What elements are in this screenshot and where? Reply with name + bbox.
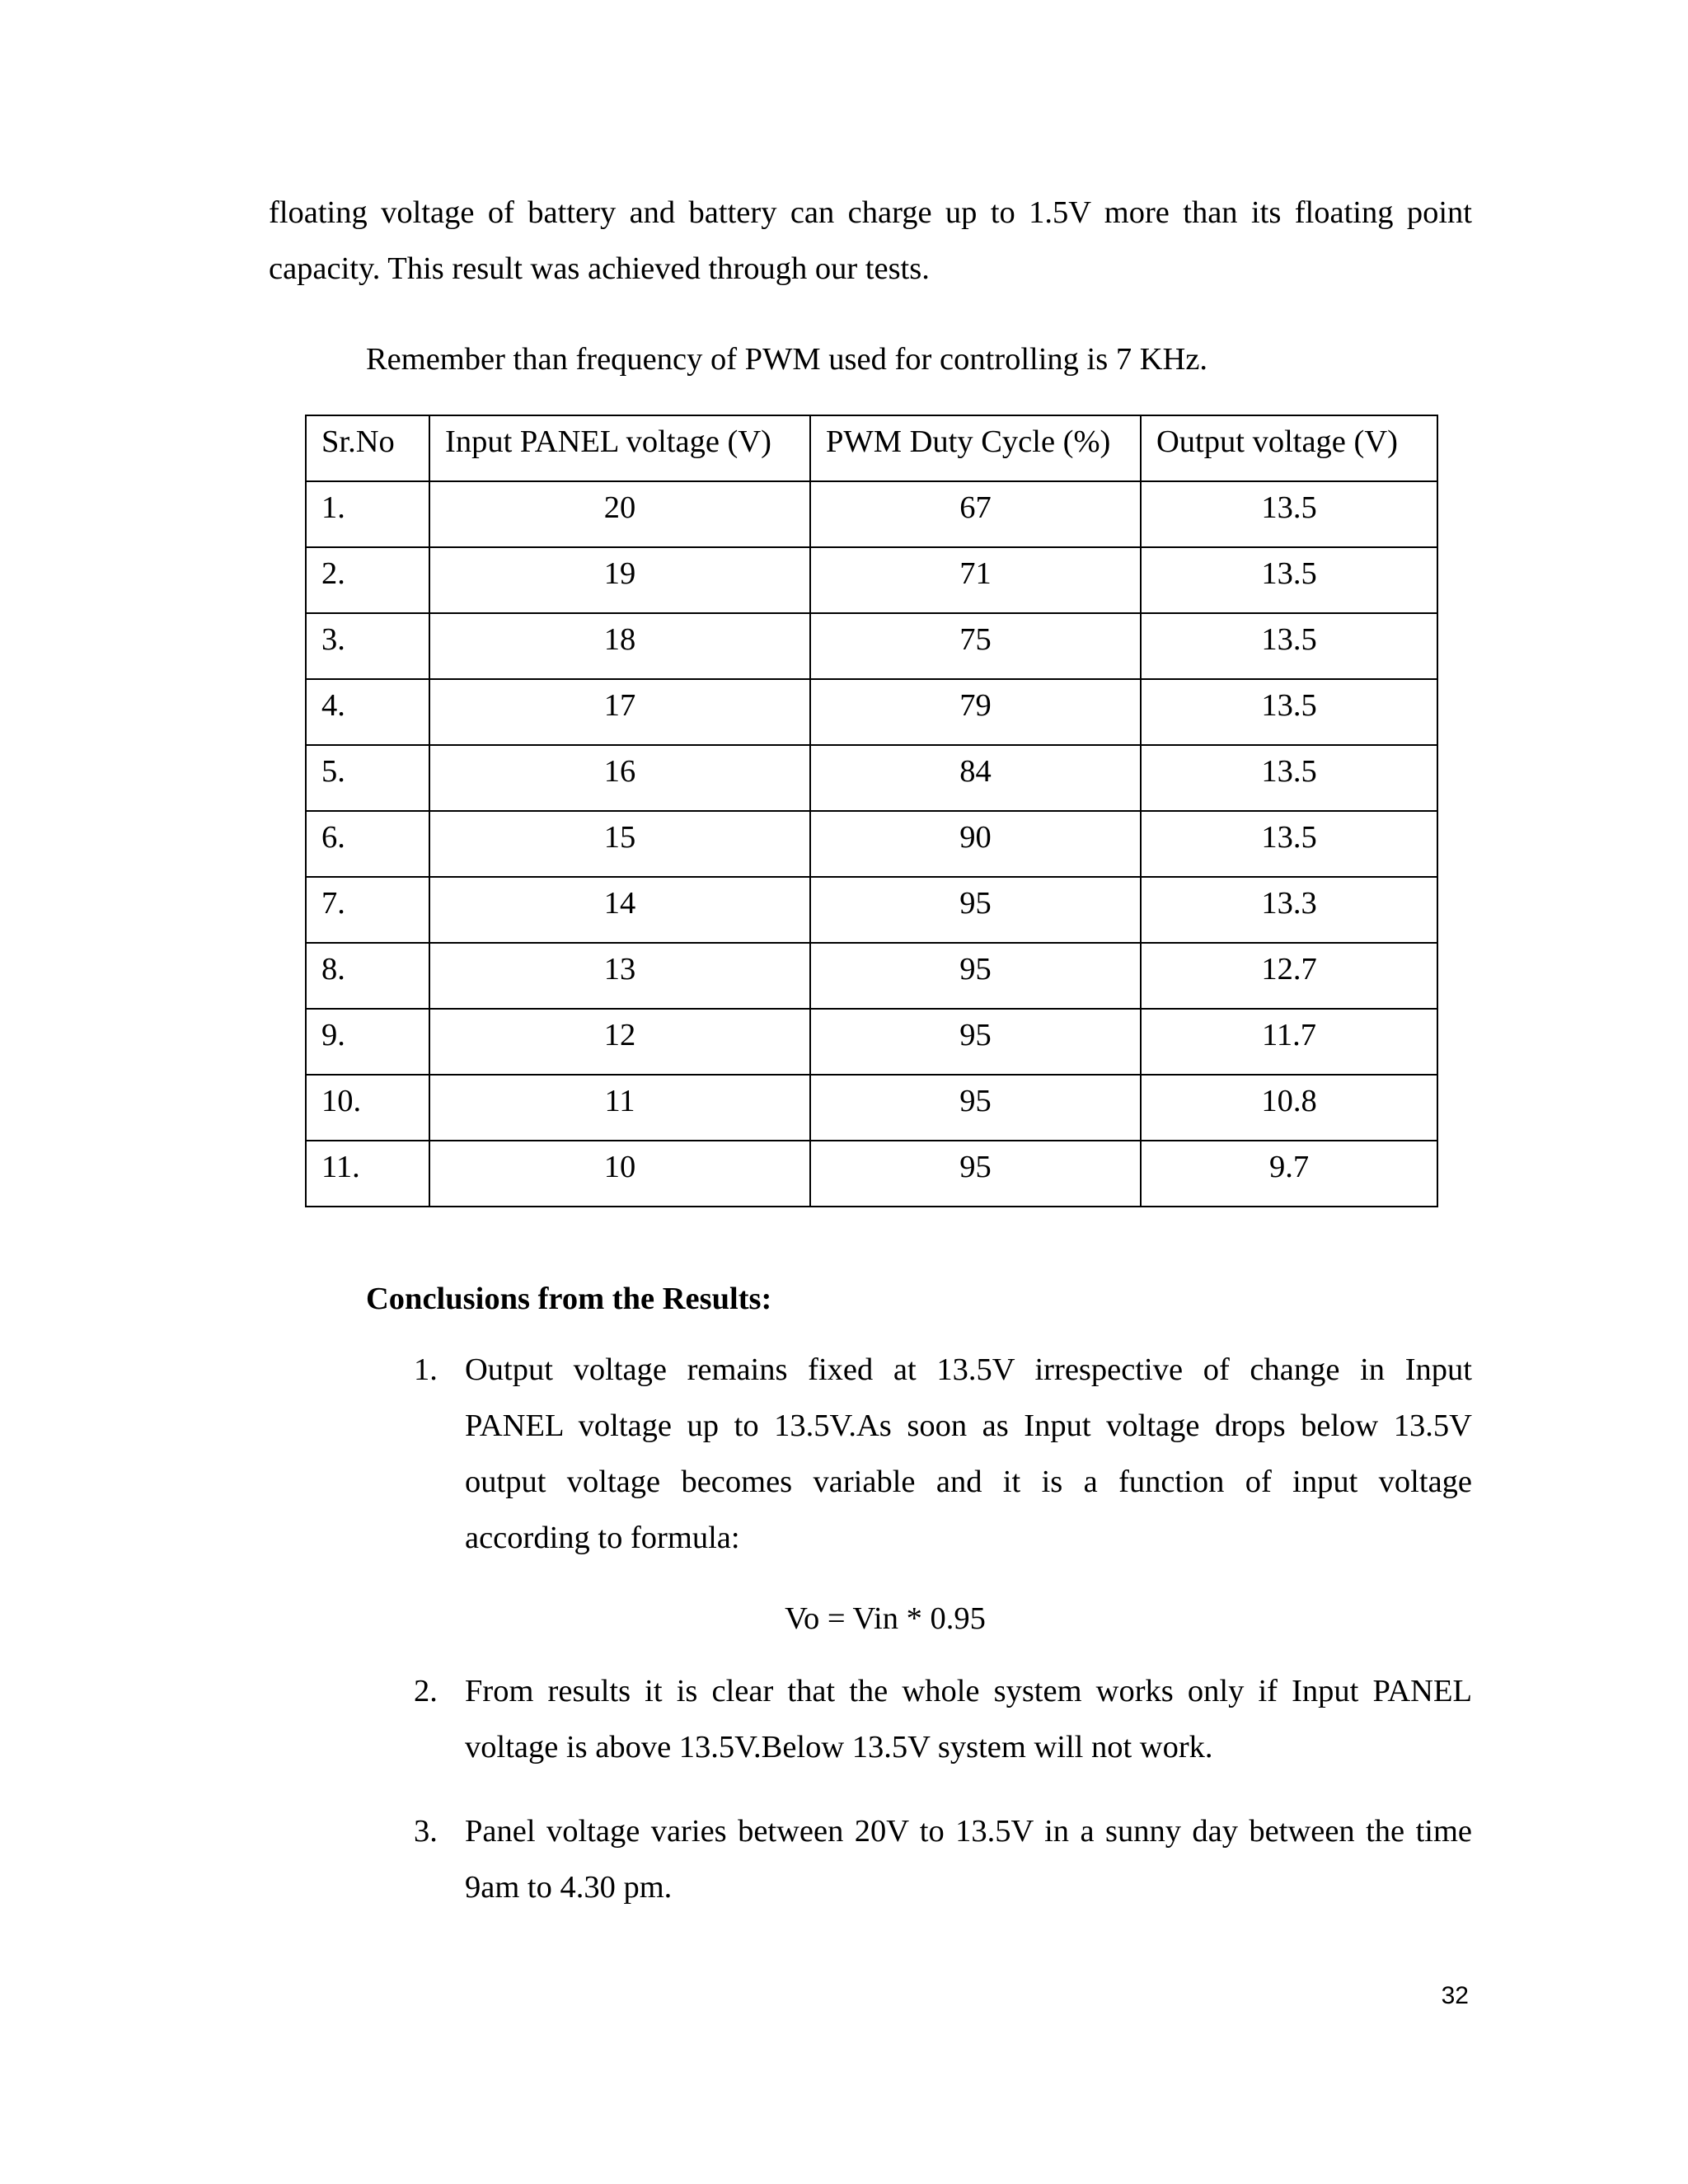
text-line: Panel voltage varies between 20V to 13.5V in a sunny day between the time [465, 1814, 1472, 1849]
cell-input-voltage: 19 [429, 547, 810, 613]
list-item-text [465, 1663, 1472, 1775]
cell-duty-cycle: 95 [810, 877, 1141, 943]
table-row [306, 547, 1437, 613]
cell-output-voltage: 11.7 [1141, 1009, 1437, 1075]
cell-output-voltage: 10.8 [1141, 1075, 1437, 1141]
cell-output-voltage: 12.7 [1141, 943, 1437, 1009]
table-row [306, 745, 1437, 811]
cell-input-voltage: 13 [429, 943, 810, 1009]
cell-sr-no: 3. [306, 613, 429, 679]
cell-duty-cycle: 67 [810, 481, 1141, 547]
table-row [306, 1009, 1437, 1075]
cell-sr-no: 8. [306, 943, 429, 1009]
cell-output-voltage: 13.5 [1141, 481, 1437, 547]
page-number: 32 [1441, 1982, 1469, 2009]
cell-input-voltage: 11 [429, 1075, 810, 1141]
cell-duty-cycle: 84 [810, 745, 1141, 811]
cell-sr-no: 4. [306, 679, 429, 745]
list-marker: 2. [414, 1674, 438, 1708]
results-table [305, 415, 1438, 1207]
table-row [306, 877, 1437, 943]
cell-input-voltage: 16 [429, 745, 810, 811]
text-line: 9am to 4.30 pm. [465, 1870, 673, 1905]
cell-duty-cycle: 71 [810, 547, 1141, 613]
cell-duty-cycle: 90 [810, 811, 1141, 877]
table-row [306, 613, 1437, 679]
text-line: according to formula: [465, 1521, 740, 1555]
text-line: output voltage becomes variable and it is a function of input voltage [465, 1465, 1472, 1499]
cell-duty-cycle: 75 [810, 613, 1141, 679]
cell-sr-no: 2. [306, 547, 429, 613]
table-row [306, 1075, 1437, 1141]
cell-duty-cycle: 95 [810, 1009, 1141, 1075]
cell-output-voltage: 9.7 [1141, 1141, 1437, 1207]
cell-sr-no: 5. [306, 745, 429, 811]
cell-duty-cycle: 95 [810, 1141, 1141, 1207]
cell-sr-no: 11. [306, 1141, 429, 1207]
cell-duty-cycle: 79 [810, 679, 1141, 745]
cell-sr-no: 6. [306, 811, 429, 877]
cell-output-voltage: 13.3 [1141, 877, 1437, 943]
cell-output-voltage: 13.5 [1141, 745, 1437, 811]
cell-input-voltage: 10 [429, 1141, 810, 1207]
body-paragraph-floating-voltage [269, 185, 1472, 297]
list-item-text [465, 1342, 1472, 1566]
cell-output-voltage: 13.5 [1141, 811, 1437, 877]
list-marker: 1. [414, 1352, 438, 1387]
formula: Vo = Vin * 0.95 [785, 1601, 986, 1636]
table-row [306, 811, 1437, 877]
cell-duty-cycle: 95 [810, 1075, 1141, 1141]
body-paragraph-pwm-frequency: Remember than frequency of PWM used for controlling is 7 KHz. [366, 342, 1208, 377]
cell-sr-no: 1. [306, 481, 429, 547]
cell-input-voltage: 15 [429, 811, 810, 877]
text-line: capacity. This result was achieved through our tests. [269, 251, 930, 286]
column-header-input-voltage: Input PANEL voltage (V) [429, 415, 810, 481]
column-header-sr-no: Sr.No [306, 415, 429, 481]
cell-input-voltage: 12 [429, 1009, 810, 1075]
text-line: voltage is above 13.5V.Below 13.5V system will not work. [465, 1730, 1213, 1765]
list-marker: 3. [414, 1814, 438, 1849]
cell-input-voltage: 17 [429, 679, 810, 745]
cell-output-voltage: 13.5 [1141, 547, 1437, 613]
list-item-text [465, 1803, 1472, 1915]
cell-input-voltage: 14 [429, 877, 810, 943]
cell-output-voltage: 13.5 [1141, 613, 1437, 679]
column-header-duty-cycle: PWM Duty Cycle (%) [810, 415, 1141, 481]
cell-input-voltage: 20 [429, 481, 810, 547]
cell-input-voltage: 18 [429, 613, 810, 679]
table-row [306, 679, 1437, 745]
cell-output-voltage: 13.5 [1141, 679, 1437, 745]
cell-duty-cycle: 95 [810, 943, 1141, 1009]
cell-sr-no: 7. [306, 877, 429, 943]
table-row [306, 943, 1437, 1009]
text-line: floating voltage of battery and battery can charge up to 1.5V more than its floating point [269, 195, 1472, 230]
table-header-row [306, 415, 1437, 481]
cell-sr-no: 9. [306, 1009, 429, 1075]
table-row [306, 1141, 1437, 1207]
cell-sr-no: 10. [306, 1075, 429, 1141]
table-row [306, 481, 1437, 547]
text-line: Output voltage remains fixed at 13.5V irrespective of change in Input [465, 1352, 1472, 1387]
text-line: From results it is clear that the whole system works only if Input PANEL [465, 1674, 1472, 1708]
conclusions-heading: Conclusions from the Results: [366, 1282, 772, 1316]
text-line: PANEL voltage up to 13.5V.As soon as Input voltage drops below 13.5V [465, 1408, 1472, 1443]
column-header-output-voltage: Output voltage (V) [1141, 415, 1437, 481]
